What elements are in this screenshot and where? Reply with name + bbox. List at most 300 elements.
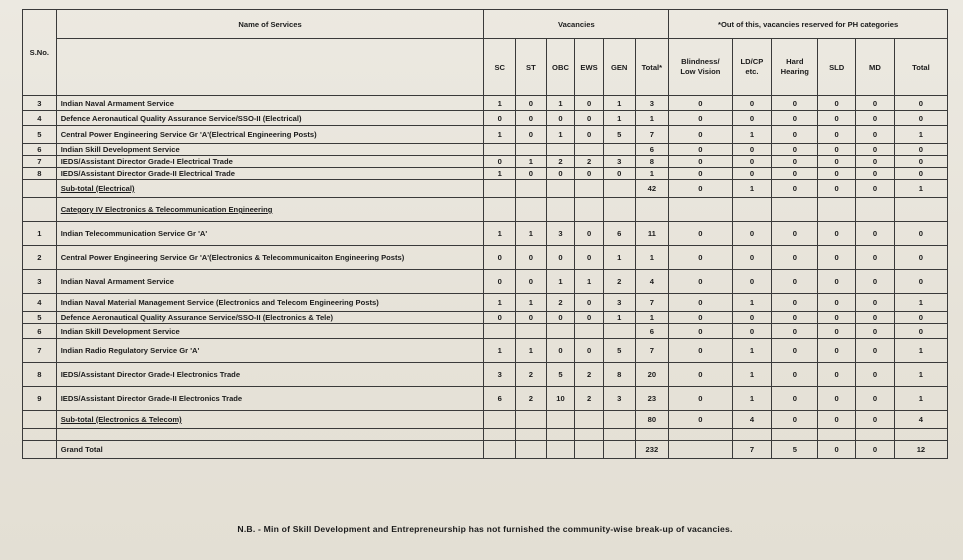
cell-total: 6 (635, 144, 669, 156)
cell-ldcp: 1 (732, 180, 772, 198)
cell-ph-total: 0 (894, 168, 947, 180)
cell-ews: 0 (575, 339, 604, 363)
cell-blindness: 0 (669, 387, 732, 411)
cell-ph-total: 0 (894, 144, 947, 156)
cell-hard-hearing: 0 (772, 126, 818, 144)
cell-st: 0 (516, 270, 547, 294)
col-blindness (669, 39, 732, 96)
table-row (23, 312, 948, 324)
cell-obc (546, 411, 575, 429)
vacancy-table (22, 9, 948, 459)
cell-sno: 2 (23, 246, 57, 270)
cell-ews (575, 198, 604, 222)
cell-ldcp: 1 (732, 339, 772, 363)
subtotal-row (23, 411, 948, 429)
cell-service-name: Sub-total (Electronics & Telecom) (56, 411, 484, 429)
cell-ews (575, 324, 604, 339)
cell-ph-total: 12 (894, 441, 947, 459)
cell-sc: 1 (484, 294, 516, 312)
cell-ph-total (894, 198, 947, 222)
cell-obc (546, 441, 575, 459)
cell-ews: 2 (575, 387, 604, 411)
cell-ldcp: 1 (732, 126, 772, 144)
cell-hard-hearing: 0 (772, 144, 818, 156)
cell-ews: 0 (575, 96, 604, 111)
cell-sc: 1 (484, 126, 516, 144)
cell-obc: 3 (546, 222, 575, 246)
col-ldcp-line2: etc. (745, 67, 759, 76)
cell-md: 0 (856, 156, 895, 168)
cell-obc (546, 324, 575, 339)
cell-blindness: 0 (669, 144, 732, 156)
cell-hard-hearing: 0 (772, 339, 818, 363)
cell-ldcp: 0 (732, 168, 772, 180)
cell-service-name: Sub-total (Electrical) (56, 180, 484, 198)
cell-ews (575, 144, 604, 156)
cell-md (856, 429, 895, 441)
cell-service-name: IEDS/Assistant Director Grade-I Electrical Trade (56, 156, 484, 168)
cell-ph-total: 4 (894, 411, 947, 429)
cell-ldcp: 0 (732, 111, 772, 126)
header-row-2 (23, 39, 948, 96)
cell-gen: 2 (603, 270, 635, 294)
cell-blindness: 0 (669, 222, 732, 246)
cell-sc: 0 (484, 111, 516, 126)
cell-sld: 0 (818, 222, 856, 246)
cell-sld: 0 (818, 156, 856, 168)
cell-obc: 0 (546, 312, 575, 324)
header-blank (56, 39, 484, 96)
cell-obc: 2 (546, 294, 575, 312)
cell-sc: 3 (484, 363, 516, 387)
cell-blindness: 0 (669, 246, 732, 270)
col-sc: SC (484, 39, 516, 96)
cell-total: 80 (635, 411, 669, 429)
cell-md: 0 (856, 126, 895, 144)
cell-sc (484, 441, 516, 459)
cell-md: 0 (856, 312, 895, 324)
col-ldcp-line1: LD/CP (740, 57, 764, 66)
cell-service-name: Indian Telecommunication Service Gr 'A' (56, 222, 484, 246)
cell-hard-hearing: 0 (772, 111, 818, 126)
cell-ph-total (894, 429, 947, 441)
cell-sld: 0 (818, 387, 856, 411)
footnote: N.B. - Min of Skill Development and Entrepreneurship has not furnished the community-wise break-up of vacancies. (237, 524, 733, 534)
cell-blindness (669, 198, 732, 222)
cell-st: 1 (516, 294, 547, 312)
cell-hard-hearing: 0 (772, 411, 818, 429)
cell-st: 0 (516, 126, 547, 144)
cell-sld: 0 (818, 168, 856, 180)
cell-sld: 0 (818, 180, 856, 198)
cell-ldcp: 1 (732, 387, 772, 411)
cell-sc: 0 (484, 312, 516, 324)
cell-hard-hearing: 0 (772, 387, 818, 411)
cell-hard-hearing: 0 (772, 246, 818, 270)
cell-service-name: Category IV Electronics & Telecommunication Engineering (56, 198, 484, 222)
cell-sc (484, 198, 516, 222)
header-name-of-services: Name of Services (56, 10, 484, 39)
cell-obc: 0 (546, 246, 575, 270)
cell-sld: 0 (818, 324, 856, 339)
cell-obc: 1 (546, 126, 575, 144)
cell-md: 0 (856, 111, 895, 126)
cell-gen: 8 (603, 363, 635, 387)
cell-st: 0 (516, 246, 547, 270)
cell-st: 1 (516, 339, 547, 363)
cell-md: 0 (856, 168, 895, 180)
cell-sno (23, 198, 57, 222)
cell-ews: 0 (575, 294, 604, 312)
cell-ph-total: 0 (894, 246, 947, 270)
cell-blindness: 0 (669, 156, 732, 168)
cell-sno: 4 (23, 294, 57, 312)
cell-blindness: 0 (669, 411, 732, 429)
cell-sno: 6 (23, 144, 57, 156)
cell-obc (546, 429, 575, 441)
table-row (23, 96, 948, 111)
cell-ews: 0 (575, 126, 604, 144)
cell-ews: 2 (575, 363, 604, 387)
cell-obc: 5 (546, 363, 575, 387)
cell-ldcp: 0 (732, 96, 772, 111)
cell-sno: 1 (23, 222, 57, 246)
cell-hard-hearing (772, 429, 818, 441)
table-row (23, 144, 948, 156)
col-gen: GEN (603, 39, 635, 96)
cell-sld: 0 (818, 411, 856, 429)
cell-ldcp: 1 (732, 363, 772, 387)
table-row (23, 126, 948, 144)
cell-obc (546, 198, 575, 222)
cell-ews: 1 (575, 270, 604, 294)
table-row (23, 339, 948, 363)
cell-total: 42 (635, 180, 669, 198)
cell-sld: 0 (818, 111, 856, 126)
cell-obc: 10 (546, 387, 575, 411)
cell-md: 0 (856, 270, 895, 294)
cell-sc: 1 (484, 222, 516, 246)
col-st: ST (516, 39, 547, 96)
cell-md: 0 (856, 411, 895, 429)
cell-hard-hearing: 0 (772, 270, 818, 294)
cell-sld (818, 198, 856, 222)
cell-service-name: Grand Total (56, 441, 484, 459)
cell-blindness: 0 (669, 270, 732, 294)
header-vacancies: Vacancies (484, 10, 669, 39)
cell-ldcp: 1 (732, 294, 772, 312)
col-hard-hearing (772, 39, 818, 96)
cell-blindness (669, 441, 732, 459)
subtotal-row (23, 180, 948, 198)
col-obc: OBC (546, 39, 575, 96)
cell-sld: 0 (818, 144, 856, 156)
cell-md (856, 198, 895, 222)
cell-service-name: IEDS/Assistant Director Grade-II Electrical Trade (56, 168, 484, 180)
cell-ews: 0 (575, 222, 604, 246)
cell-ews: 0 (575, 246, 604, 270)
cell-ph-total: 0 (894, 312, 947, 324)
cell-gen (603, 180, 635, 198)
header-ph-reserved: *Out of this, vacancies reserved for PH categories (669, 10, 948, 39)
cell-sld (818, 429, 856, 441)
col-sld: SLD (818, 39, 856, 96)
cell-gen: 1 (603, 96, 635, 111)
cell-sno: 4 (23, 111, 57, 126)
grand-row (23, 441, 948, 459)
table-row (23, 387, 948, 411)
table-row (23, 363, 948, 387)
col-total: Total* (635, 39, 669, 96)
cell-gen: 3 (603, 387, 635, 411)
header-row-1 (23, 10, 948, 39)
cell-service-name: Defence Aeronautical Quality Assurance Service/SSO-II (Electrical) (56, 111, 484, 126)
cell-ldcp: 4 (732, 411, 772, 429)
cell-sno (23, 411, 57, 429)
cell-sno: 3 (23, 96, 57, 111)
table-row (23, 222, 948, 246)
cell-ph-total: 0 (894, 96, 947, 111)
cell-md: 0 (856, 222, 895, 246)
cell-st (516, 429, 547, 441)
cell-ph-total: 1 (894, 363, 947, 387)
cell-total: 7 (635, 339, 669, 363)
cell-gen (603, 198, 635, 222)
table-row (23, 111, 948, 126)
cell-blindness: 0 (669, 312, 732, 324)
cell-st: 0 (516, 111, 547, 126)
cell-blindness: 0 (669, 168, 732, 180)
table-row (23, 324, 948, 339)
cell-obc: 1 (546, 96, 575, 111)
cell-sno: 6 (23, 324, 57, 339)
cell-md: 0 (856, 144, 895, 156)
cell-service-name: Indian Naval Armament Service (56, 96, 484, 111)
cell-md: 0 (856, 441, 895, 459)
cell-ews (575, 411, 604, 429)
cell-hard-hearing: 0 (772, 222, 818, 246)
cell-blindness: 0 (669, 339, 732, 363)
cell-obc: 0 (546, 111, 575, 126)
cell-gen: 3 (603, 156, 635, 168)
cell-ldcp: 0 (732, 222, 772, 246)
blank-row (23, 429, 948, 441)
cell-gen: 5 (603, 126, 635, 144)
cell-obc (546, 180, 575, 198)
cell-sno: 9 (23, 387, 57, 411)
cell-ldcp: 0 (732, 324, 772, 339)
cell-st: 1 (516, 156, 547, 168)
cell-ews: 0 (575, 312, 604, 324)
cell-service-name (56, 429, 484, 441)
cell-st: 0 (516, 312, 547, 324)
cell-ldcp: 0 (732, 312, 772, 324)
cell-service-name: Central Power Engineering Service Gr 'A'(Electronics & Telecommunicaiton Engineering Posts) (56, 246, 484, 270)
cell-ews (575, 180, 604, 198)
cell-ph-total: 0 (894, 222, 947, 246)
cell-ldcp: 7 (732, 441, 772, 459)
cell-obc: 1 (546, 270, 575, 294)
cell-ph-total: 1 (894, 294, 947, 312)
cell-gen: 1 (603, 246, 635, 270)
cell-service-name: Indian Radio Regulatory Service Gr 'A' (56, 339, 484, 363)
table-row (23, 270, 948, 294)
cell-total (635, 198, 669, 222)
header-sno: S.No. (23, 10, 57, 96)
cell-total: 4 (635, 270, 669, 294)
cell-sc (484, 411, 516, 429)
cell-total: 1 (635, 246, 669, 270)
cell-hard-hearing: 0 (772, 180, 818, 198)
cell-st: 0 (516, 96, 547, 111)
cell-sc: 0 (484, 270, 516, 294)
cell-ldcp: 0 (732, 246, 772, 270)
cell-sno: 3 (23, 270, 57, 294)
cell-hard-hearing: 0 (772, 96, 818, 111)
cell-total: 1 (635, 111, 669, 126)
cell-gen (603, 144, 635, 156)
cell-hard-hearing: 0 (772, 294, 818, 312)
cell-ldcp: 0 (732, 156, 772, 168)
cell-service-name: Indian Skill Development Service (56, 324, 484, 339)
cell-ph-total: 0 (894, 270, 947, 294)
cell-gen: 0 (603, 168, 635, 180)
cell-st: 2 (516, 363, 547, 387)
cell-hard-hearing (772, 198, 818, 222)
cell-st (516, 198, 547, 222)
cell-hard-hearing: 0 (772, 312, 818, 324)
col-ldcp (732, 39, 772, 96)
cell-total (635, 429, 669, 441)
cell-ph-total: 0 (894, 156, 947, 168)
category-row (23, 198, 948, 222)
cell-sc (484, 180, 516, 198)
cell-total: 1 (635, 168, 669, 180)
cell-total: 6 (635, 324, 669, 339)
cell-sno (23, 441, 57, 459)
col-ews: EWS (575, 39, 604, 96)
cell-st: 0 (516, 168, 547, 180)
cell-ews: 0 (575, 168, 604, 180)
cell-st: 1 (516, 222, 547, 246)
cell-ph-total: 0 (894, 324, 947, 339)
cell-ph-total: 0 (894, 111, 947, 126)
cell-st: 2 (516, 387, 547, 411)
cell-total: 20 (635, 363, 669, 387)
cell-sno: 8 (23, 168, 57, 180)
cell-sld: 0 (818, 246, 856, 270)
cell-service-name: IEDS/Assistant Director Grade-I Electronics Trade (56, 363, 484, 387)
cell-obc: 2 (546, 156, 575, 168)
cell-ldcp (732, 198, 772, 222)
cell-sc: 6 (484, 387, 516, 411)
cell-ph-total: 1 (894, 126, 947, 144)
cell-sld: 0 (818, 126, 856, 144)
cell-hard-hearing: 5 (772, 441, 818, 459)
cell-md: 0 (856, 363, 895, 387)
cell-sld: 0 (818, 96, 856, 111)
cell-ews: 0 (575, 111, 604, 126)
cell-total: 1 (635, 312, 669, 324)
cell-md: 0 (856, 96, 895, 111)
cell-sld: 0 (818, 312, 856, 324)
cell-sno (23, 429, 57, 441)
cell-obc (546, 144, 575, 156)
cell-ph-total: 1 (894, 387, 947, 411)
cell-st (516, 180, 547, 198)
cell-blindness: 0 (669, 363, 732, 387)
cell-blindness: 0 (669, 126, 732, 144)
cell-st (516, 324, 547, 339)
cell-sld: 0 (818, 270, 856, 294)
cell-sld: 0 (818, 339, 856, 363)
cell-ph-total: 1 (894, 339, 947, 363)
cell-md: 0 (856, 387, 895, 411)
cell-ews: 2 (575, 156, 604, 168)
cell-gen (603, 441, 635, 459)
cell-total: 7 (635, 126, 669, 144)
cell-sno: 5 (23, 126, 57, 144)
cell-sld: 0 (818, 363, 856, 387)
cell-total: 23 (635, 387, 669, 411)
cell-md: 0 (856, 324, 895, 339)
cell-hard-hearing: 0 (772, 168, 818, 180)
cell-gen: 1 (603, 312, 635, 324)
cell-md: 0 (856, 246, 895, 270)
cell-sc (484, 324, 516, 339)
cell-obc: 0 (546, 339, 575, 363)
col-blindness-line2: Low Vision (680, 67, 721, 76)
col-ph-total: Total (894, 39, 947, 96)
cell-ldcp: 0 (732, 270, 772, 294)
cell-ph-total: 1 (894, 180, 947, 198)
cell-blindness: 0 (669, 96, 732, 111)
cell-hard-hearing: 0 (772, 324, 818, 339)
cell-total: 7 (635, 294, 669, 312)
cell-sno (23, 180, 57, 198)
table-row (23, 156, 948, 168)
cell-blindness: 0 (669, 324, 732, 339)
cell-service-name: Indian Naval Material Management Service (Electronics and Telecom Engineering Posts) (56, 294, 484, 312)
cell-sc: 1 (484, 96, 516, 111)
cell-sc (484, 144, 516, 156)
cell-blindness: 0 (669, 180, 732, 198)
cell-sc: 0 (484, 156, 516, 168)
table-row (23, 246, 948, 270)
cell-ews (575, 441, 604, 459)
cell-sno: 5 (23, 312, 57, 324)
cell-service-name: Central Power Engineering Service Gr 'A'(Electrical Engineering Posts) (56, 126, 484, 144)
cell-sc: 1 (484, 168, 516, 180)
cell-sno: 7 (23, 156, 57, 168)
cell-gen (603, 411, 635, 429)
cell-total: 3 (635, 96, 669, 111)
cell-sno: 8 (23, 363, 57, 387)
cell-service-name: IEDS/Assistant Director Grade-II Electronics Trade (56, 387, 484, 411)
cell-sc: 1 (484, 339, 516, 363)
cell-ldcp: 0 (732, 144, 772, 156)
cell-gen (603, 324, 635, 339)
cell-blindness (669, 429, 732, 441)
table-row (23, 168, 948, 180)
cell-sc (484, 429, 516, 441)
cell-blindness: 0 (669, 111, 732, 126)
cell-total: 11 (635, 222, 669, 246)
cell-gen: 3 (603, 294, 635, 312)
cell-sc: 0 (484, 246, 516, 270)
cell-gen: 6 (603, 222, 635, 246)
cell-sno: 7 (23, 339, 57, 363)
